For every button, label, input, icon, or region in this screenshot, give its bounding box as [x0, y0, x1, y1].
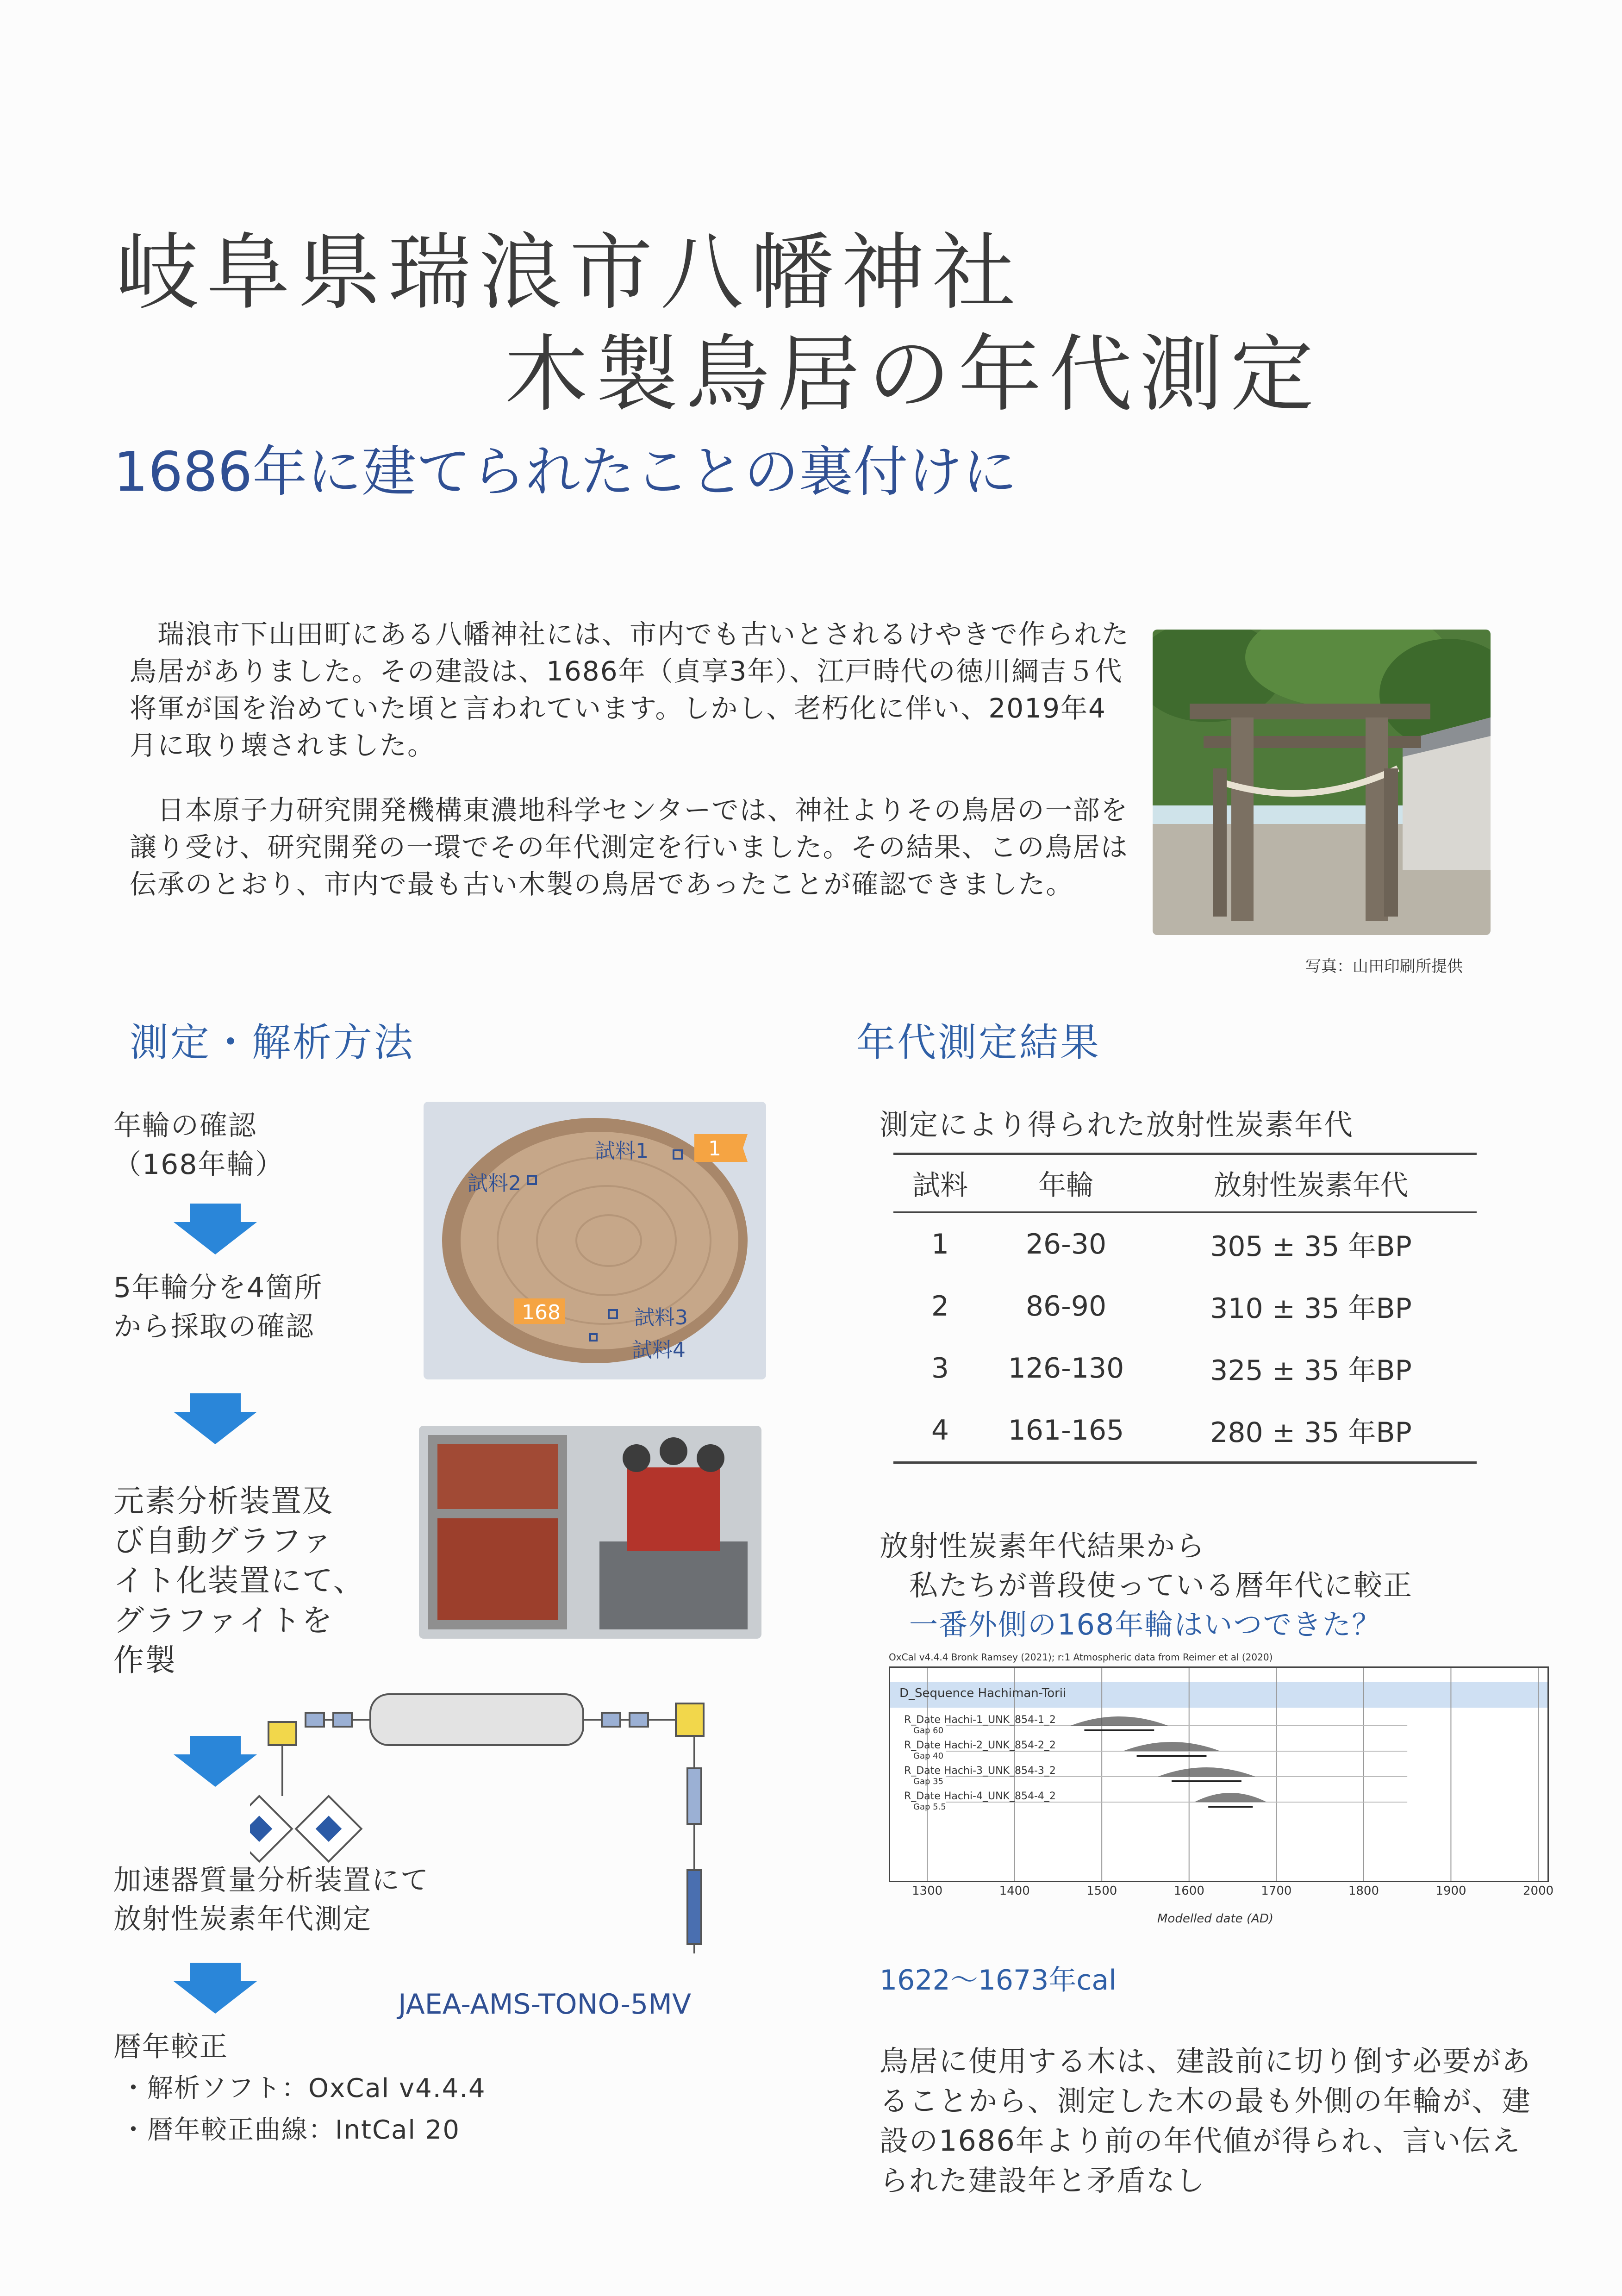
sample-3-label: 試料3	[634, 1306, 688, 1329]
table-cell: 126-130	[1008, 1352, 1124, 1385]
calibration-intro-line1: 放射性炭素年代結果から	[880, 1529, 1206, 1563]
radiocarbon-table	[893, 1153, 1477, 1464]
tree-ring-photo	[424, 1102, 766, 1379]
photo-caption: 写真：山田印刷所提供	[1305, 957, 1463, 976]
down-arrow-icon	[174, 1736, 257, 1787]
sample-4-label: 試料4	[632, 1338, 686, 1362]
oxcal-plot	[889, 1666, 1549, 1882]
torii-photo	[1153, 630, 1491, 935]
page-subtitle: 1686年に建てられたことの裏付けに	[113, 440, 1017, 504]
table-cell: 3	[931, 1352, 949, 1385]
table-cell: 2	[931, 1290, 949, 1323]
series-label-1: R_Date Hachi-1_UNK_854-1_2	[904, 1714, 1056, 1726]
table-cell: 305 ± 35 年BP	[1210, 1230, 1412, 1263]
outer-ring-flag: 1	[708, 1137, 721, 1160]
x-tick-label: 1900	[1435, 1884, 1466, 1898]
x-tick-label: 1700	[1261, 1884, 1292, 1898]
down-arrow-icon	[174, 1963, 257, 2014]
series-label-2: R_Date Hachi-2_UNK_854-2_2	[904, 1740, 1056, 1751]
table-cell: 86-90	[1025, 1290, 1107, 1323]
table-cell: 325 ± 35 年BP	[1210, 1354, 1412, 1387]
x-tick-label: 1300	[912, 1884, 943, 1898]
probability-distribution	[1194, 1793, 1266, 1802]
x-tick-label: 1600	[1173, 1884, 1204, 1898]
torii-photo-illustration	[1153, 630, 1491, 935]
series-label-3: R_Date Hachi-3_UNK_854-3_2	[904, 1765, 1056, 1777]
x-tick-label: 1800	[1348, 1884, 1379, 1898]
series-gap-2: Gap 40	[913, 1751, 944, 1761]
probability-distribution	[1123, 1742, 1221, 1751]
series-gap-1: Gap 60	[913, 1726, 944, 1735]
x-tick-label: 2000	[1523, 1884, 1554, 1898]
step-calibration-software: ・解析ソフト：OxCal v4.4.4	[120, 2073, 486, 2103]
analyzer-photo	[419, 1426, 761, 1639]
table-cell: 26-30	[1025, 1228, 1107, 1260]
probability-distribution	[1158, 1767, 1255, 1777]
table-cell: 161-165	[987, 1399, 1145, 1463]
ams-schematic-illustration	[250, 1676, 759, 1990]
down-arrow-icon	[174, 1204, 257, 1254]
x-tick-label: 1500	[1086, 1884, 1117, 1898]
method-heading: 測定・解析方法	[130, 1020, 415, 1065]
ams-name-label: JAEA-AMS-TONO-5MV	[398, 1988, 691, 2021]
inner-ring-flag: 168	[522, 1301, 561, 1324]
table-caption: 測定により得られた放射性炭素年代	[880, 1108, 1354, 1142]
step-graphitization: 元素分析装置及 び自動グラファ イト化装置にて、 グラファイトを 作製	[113, 1483, 365, 1678]
x-tick-label: 1400	[999, 1884, 1030, 1898]
sequence-label: D_Sequence Hachiman-Torii	[899, 1686, 1067, 1700]
table-cell: 1	[931, 1228, 949, 1260]
step-ams-measurement: 加速器質量分析装置にて 放射性炭素年代測定	[113, 1864, 429, 1935]
sample-1-label: 試料1	[595, 1139, 649, 1163]
table-row	[893, 1212, 1477, 1275]
calibration-question: 一番外側の168年輪はいつできた？	[880, 1608, 1382, 1641]
column-header-age: 放射性炭素年代	[1145, 1154, 1477, 1213]
table-row	[893, 1399, 1477, 1463]
table-cell: 310 ± 35 年BP	[1210, 1292, 1412, 1325]
intro-paragraph-1: 瑞浪市下山田町にある八幡神社には、市内でも古いとされるけやきで作られた鳥居がありました。その建設は、1686年（貞享3年）、江戸時代の徳川綱吉５代将軍が国を治めていた頃と言われています。しかし、老朽化に伴い、2019年4月に取り壊されました。	[130, 618, 1130, 761]
page-title-line1: 岐阜県瑞浪市八幡神社	[116, 225, 1023, 321]
conclusion-text: 鳥居に使用する木は、建設前に切り倒す必要があることから、測定した木の最も外側の年輪が、建設の1686年より前の年代値が得られ、言い伝えられた建設年と矛盾なし	[880, 2044, 1532, 2197]
series-gap-4: Gap 5.5	[913, 1802, 946, 1812]
table-cell: 280 ± 35 年BP	[1145, 1399, 1477, 1463]
step-sampling: 5年輪分を4箇所 から採取の確認	[113, 1272, 323, 1343]
oxcal-header: OxCal v4.4.4 Bronk Ramsey (2021); r:1 Atmospheric data from Reimer et al (2020)	[889, 1652, 1273, 1663]
calibration-intro-line2: 私たちが普段使っている暦年代に較正	[880, 1568, 1413, 1602]
table-header-row	[893, 1154, 1477, 1213]
calibration-result: 1622〜1673年cal	[880, 1964, 1117, 1997]
intro-paragraph-2: 日本原子力研究開発機構東濃地科学センターでは、神社よりその鳥居の一部を譲り受け、研究開発の一環でその年代測定を行いました。その結果、この鳥居は伝承のとおり、市内で最も古い木製の鳥居であったことが確認できました。	[130, 794, 1129, 900]
step-ring-check: 年輪の確認 （168年輪）	[113, 1110, 284, 1181]
down-arrow-icon	[174, 1393, 257, 1444]
oxcal-x-ticks	[889, 1884, 1554, 1903]
table-row	[893, 1337, 1477, 1399]
series-gap-3: Gap 35	[913, 1777, 944, 1786]
column-header-sample: 試料	[893, 1154, 987, 1213]
series-label-4: R_Date Hachi-4_UNK_854-4_2	[904, 1791, 1056, 1802]
ams-schematic	[250, 1676, 759, 1990]
probability-distribution	[1070, 1716, 1168, 1726]
column-header-ring: 年輪	[987, 1154, 1145, 1213]
step-calibration-curve: ・暦年較正曲線：IntCal 20	[120, 2115, 460, 2145]
table-row	[893, 1275, 1477, 1337]
step-calibration-title: 暦年較正	[113, 2031, 228, 2063]
table-cell: 4	[893, 1399, 987, 1463]
analyzer-illustration	[419, 1426, 761, 1639]
sample-2-label: 試料2	[468, 1172, 521, 1195]
results-heading: 年代測定結果	[856, 1020, 1101, 1065]
page-title-line2: 木製鳥居の年代測定	[505, 326, 1322, 423]
oxcal-xlabel: Modelled date (AD)	[1157, 1912, 1274, 1926]
